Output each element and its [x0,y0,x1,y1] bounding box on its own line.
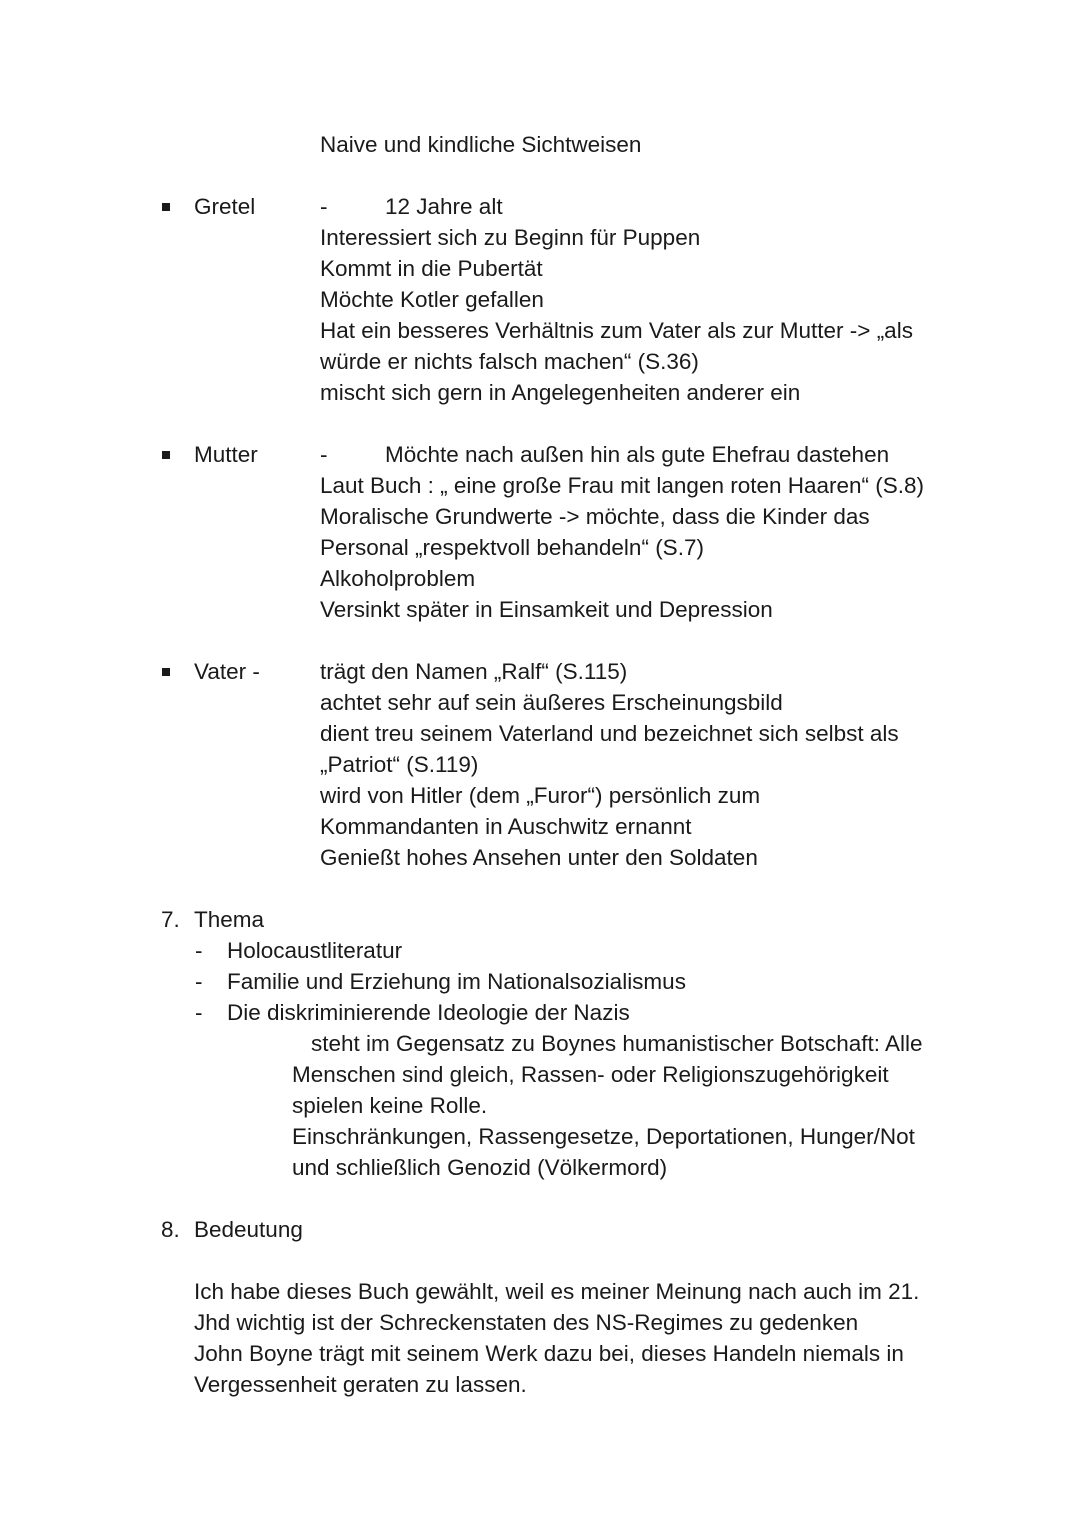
dash-marker: - [195,969,203,994]
bedeutung-line: John Boyne trägt mit seinem Werk dazu bei, dieses Handeln niemals in [194,1341,904,1366]
section-8-number: 8. [161,1217,180,1242]
mutter-line: Laut Buch : „ eine große Frau mit langen roten Haaren“ (S.8) [320,473,925,498]
thema-sub-line: steht im Gegensatz zu Boynes humanistischer Botschaft: Alle [311,1031,923,1056]
character-name-mutter: Mutter [194,442,258,467]
dash-marker: - [195,938,203,963]
mutter-line: Möchte nach außen hin als gute Ehefrau dastehen [385,442,890,467]
gretel-line: 12 Jahre alt [385,194,503,219]
thema-sub-line: spielen keine Rolle. [292,1093,488,1118]
mutter-line: Personal „respektvoll behandeln“ (S.7) [320,535,704,560]
gretel-line: mischt sich gern in Angelegenheiten anderer ein [320,380,801,405]
thema-sub-line: Einschränkungen, Rassengesetze, Deportationen, Hunger/Not [292,1124,915,1149]
dash-marker: - [195,1000,203,1025]
vater-line: achtet sehr auf sein äußeres Erscheinungsbild [320,690,783,715]
mutter-line: Moralische Grundwerte -> möchte, dass die Kinder das [320,504,870,529]
mutter-line: Versinkt später in Einsamkeit und Depression [320,597,773,622]
section-8-heading: Bedeutung [194,1217,303,1242]
bedeutung-line: Jhd wichtig ist der Schreckenstaten des NS-Regimes zu gedenken [194,1310,859,1335]
thema-item: Familie und Erziehung im Nationalsozialismus [227,969,686,994]
vater-line: dient treu seinem Vaterland und bezeichnet sich selbst als [320,721,899,746]
section-7-heading: Thema [194,907,265,932]
dash-marker: - [320,194,328,219]
bullet-icon [162,203,170,211]
thema-item: Holocaustliteratur [227,938,403,963]
gretel-line: Kommt in die Pubertät [320,256,543,281]
bedeutung-line: Ich habe dieses Buch gewählt, weil es meiner Meinung nach auch im 21. [194,1279,920,1304]
vater-line: wird von Hitler (dem „Furor“) persönlich zum [320,783,761,808]
character-name-gretel: Gretel [194,194,256,219]
intro-line: Naive und kindliche Sichtweisen [320,132,642,157]
character-name-vater: Vater - [194,659,260,684]
thema-item: Die diskriminierende Ideologie der Nazis [227,1000,630,1025]
vater-line: Kommandanten in Auschwitz ernannt [320,814,692,839]
gretel-line: Interessiert sich zu Beginn für Puppen [320,225,701,250]
dash-marker: - [320,442,328,467]
vater-line: „Patriot“ (S.119) [320,752,479,777]
section-7-number: 7. [161,907,180,932]
thema-sub-line: Menschen sind gleich, Rassen- oder Religionszugehörigkeit [292,1062,889,1087]
thema-sub-line: und schließlich Genozid (Völkermord) [292,1155,668,1180]
bullet-icon [162,668,170,676]
gretel-line: würde er nichts falsch machen“ (S.36) [320,349,699,374]
bedeutung-line: Vergessenheit geraten zu lassen. [194,1372,527,1397]
gretel-line: Möchte Kotler gefallen [320,287,544,312]
gretel-line: Hat ein besseres Verhältnis zum Vater als zur Mutter -> „als [320,318,913,343]
bullet-icon [162,451,170,459]
vater-line: Genießt hohes Ansehen unter den Soldaten [320,845,758,870]
vater-line: trägt den Namen „Ralf“ (S.115) [320,659,628,684]
mutter-line: Alkoholproblem [320,566,476,591]
